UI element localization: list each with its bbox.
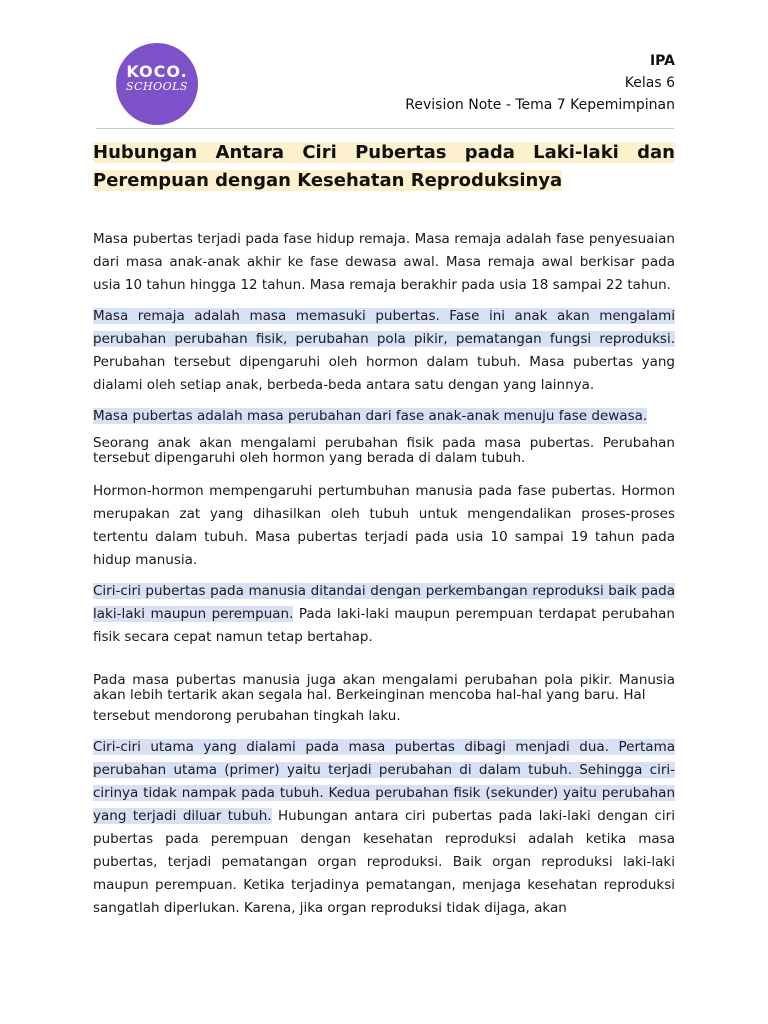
paragraph-4: Seorang anak akan mengalami perubahan fisik pada masa pubertas. Perubahan tersebut dipengaruhi oleh hormon yang berada di dalam tubuh. (93, 435, 675, 466)
paragraph-text: Perubahan tersebut dipengaruhi oleh hormon dalam tubuh. Masa pubertas yang dialami oleh setiap anak, berbeda-beda antara satu dengan yang lainnya. (93, 354, 675, 393)
koco-schools-logo (116, 43, 198, 125)
paragraph-7-line-1: Pada masa pubertas manusia juga akan mengalami perubahan pola pikir. Manusia akan lebih tertarik akan segala hal. Berkeinginan mencoba hal-hal yang baru. Hal (93, 672, 675, 703)
paragraph-3 (93, 405, 675, 428)
document-header (405, 50, 675, 116)
highlighted-text: Ciri-ciri pubertas pada manusia ditandai dengan perkembangan reproduksi baik pada laki-laki maupun perempuan. (93, 583, 675, 622)
paragraph-5: Hormon-hormon mempengaruhi pertumbuhan manusia pada fase pubertas. Hormon merupakan zat yang dihasilkan oleh tubuh untuk mengendalikan proses-proses tertentu dalam tubuh. Masa pubertas terjadi pada usia 10 sampai 19 tahun pada hidup manusia. (93, 483, 675, 568)
revision-note-label: Revision Note - Tema 7 Kepemimpinan (405, 97, 675, 113)
grade-label: Kelas 6 (624, 75, 675, 91)
logo-subtext: SCHOOLS (126, 80, 188, 93)
paragraph-2 (93, 305, 675, 397)
highlighted-text: Masa remaja adalah masa memasuki pubertas. Fase ini anak akan mengalami perubahan perubahan fisik, perubahan pola pikir, pematangan fungsi reproduksi. (93, 308, 675, 347)
paragraph-text: Pada laki-laki maupun perempuan terdapat perubahan fisik secara cepat namun tetap bertahap. (93, 606, 675, 645)
page-title-text: Hubungan Antara Ciri Pubertas pada Laki-laki dan Perempuan dengan Kesehatan Reproduksinya (93, 142, 675, 191)
paragraph-6 (93, 580, 675, 649)
highlighted-text: Ciri-ciri utama yang dialami pada masa pubertas dibagi menjadi dua. Pertama perubahan utama (primer) yaitu terjadi perubahan di dalam tubuh. Sehingga ciri-cirinya tidak nampak pada tubuh. Kedua perubahan fisik (sekunder) yaitu perubahan yang terjadi diluar tubuh. (93, 739, 675, 824)
page-title (93, 139, 675, 195)
paragraph-7 (93, 673, 675, 728)
document-body (93, 228, 675, 928)
logo-text: KOCO. (126, 62, 188, 81)
paragraph-8 (93, 736, 675, 920)
header-divider (96, 128, 674, 129)
highlighted-text: Masa pubertas adalah masa perubahan dari fase anak-anak menuju fase dewasa. (93, 408, 648, 424)
paragraph-text: Hubungan antara ciri pubertas pada laki-laki dengan ciri pubertas pada perempuan dengan kesehatan reproduksi adalah ketika masa pubertas, terjadi pematangan organ reproduksi. Baik organ reproduksi laki-laki maupun perempuan. Ketika terjadinya pematangan, menjaga kesehatan reproduksi sangatlah diperlukan. Karena, jika organ reproduksi tidak dijaga, akan (93, 808, 675, 916)
subject-label: IPA (649, 53, 675, 69)
paragraph-1: Masa pubertas terjadi pada fase hidup remaja. Masa remaja adalah fase penyesuaian dari masa anak-anak akhir ke fase dewasa awal. Masa remaja awal berkisar pada usia 10 tahun hingga 12 tahun. Masa remaja berakhir pada usia 18 sampai 22 tahun. (93, 231, 675, 293)
paragraph-7-line-2: tersebut mendorong perubahan tingkah laku. (93, 708, 401, 724)
